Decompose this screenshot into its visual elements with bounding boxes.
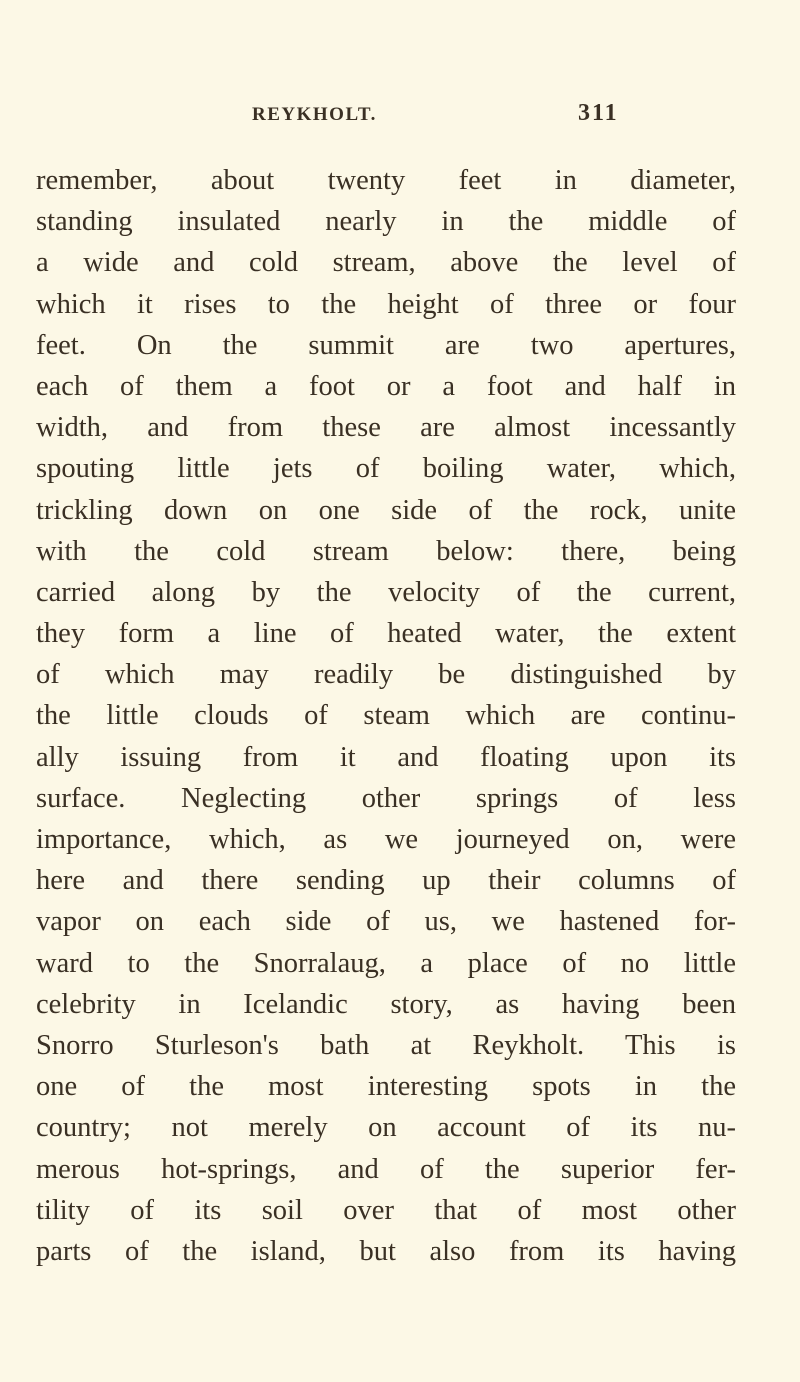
text-line: ward to the Snorralaug, a place of no little: [36, 947, 736, 979]
text-line: country; not merely on account of its nu-: [36, 1112, 736, 1144]
text-line: feet. On the summit are two apertures,: [36, 329, 736, 361]
text-line: width, and from these are almost incessantly: [36, 412, 736, 444]
text-line: trickling down on one side of the rock, unite: [36, 494, 736, 526]
text-line: of which may readily be distinguished by: [36, 659, 736, 691]
text-line: Snorro Sturleson's bath at Reykholt. This is: [36, 1029, 736, 1061]
text-line: tility of its soil over that of most other: [36, 1194, 736, 1226]
text-line: merous hot-springs, and of the superior fer-: [36, 1153, 736, 1185]
text-line: a wide and cold stream, above the level of: [36, 247, 736, 279]
text-line: celebrity in Icelandic story, as having been: [36, 988, 736, 1020]
text-line: each of them a foot or a foot and half in: [36, 370, 736, 402]
text-line: one of the most interesting spots in the: [36, 1071, 736, 1103]
text-line: surface. Neglecting other springs of less: [36, 782, 736, 814]
text-line: carried along by the velocity of the current,: [36, 576, 736, 608]
text-line: they form a line of heated water, the extent: [36, 618, 736, 650]
page-number: 311: [578, 100, 619, 126]
text-line: the little clouds of steam which are continu-: [36, 700, 736, 732]
text-line: ally issuing from it and floating upon its: [36, 741, 736, 773]
text-line: which it rises to the height of three or four: [36, 288, 736, 320]
text-line: spouting little jets of boiling water, which,: [36, 453, 736, 485]
text-line: with the cold stream below: there, being: [36, 535, 736, 567]
text-line: here and there sending up their columns of: [36, 865, 736, 897]
text-line: standing insulated nearly in the middle of: [36, 206, 736, 238]
text-line: importance, which, as we journeyed on, were: [36, 824, 736, 855]
text-line: remember, about twenty feet in diameter,: [36, 165, 736, 196]
running-head: REYKHOLT.: [252, 104, 377, 125]
body-text: [36, 160, 736, 1272]
text-line: vapor on each side of us, we hastened for-: [36, 906, 736, 938]
text-line: parts of the island, but also from its having: [36, 1235, 736, 1267]
